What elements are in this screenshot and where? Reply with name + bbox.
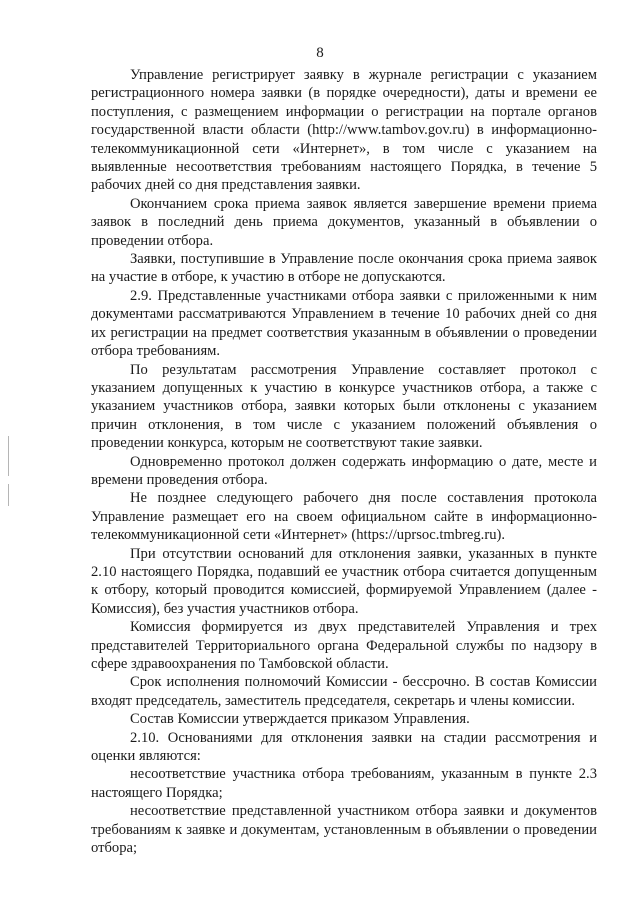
document-body (91, 66, 597, 857)
page-number: 8 (316, 45, 324, 61)
paragraph-protocol: По результатам рассмотрения Управление составляет протокол с указанием допущенных к участию в конкурсе участников отбора, а также с указанием участников отбора, заявки которых были отклонены с указанием причин отклонения, в том числе с указанием положений объявления о проведении конкурса, которым не соответствуют такие заявки. (91, 361, 597, 452)
scan-margin-mark (8, 436, 9, 476)
paragraph-rejection-ground-2: несоответствие представленной участником отбора заявки и документов требованиям к заявке и документам, установленным в объявлении о проведении отбора; (91, 803, 597, 857)
paragraph-section-2-9: 2.9. Представленные участниками отбора заявки с приложенными к ним документами рассматриваются Управлением в течение 10 рабочих дней со дня их регистрации на предмет соответствия указанным в объявлении о проведении отбора требованиям. (91, 287, 597, 360)
paragraph-admission: При отсутствии оснований для отклонения заявки, указанных в пункте 2.10 настоящего Порядка, подавший ее участник отбора считается допущенным к отбору, который проводится комиссией, формируемой Управлением (далее - Комиссия), без участия участников отбора. (91, 545, 597, 617)
paragraph-commission-formation: Комиссия формируется из двух представителей Управления и трех представителей Территориального органа Федеральной службы по надзору в сфере здравоохранения по Тамбовской области. (91, 619, 597, 672)
paragraph-commission-term: Срок исполнения полномочий Комиссии - бессрочно. В состав Комиссии входят председатель, заместитель председателя, секретарь и члены комиссии. (91, 674, 597, 709)
paragraph-protocol-publication: Не позднее следующего рабочего дня после составления протокола Управление размещает его на своем официальном сайте в информационно-телекоммуникационной сети «Интернет» (https://uprsoc.tmbreg.ru). (91, 490, 597, 544)
paragraph-deadline: Окончанием срока приема заявок является завершение времени приема заявок в последний день приема документов, указанный в объявлении о проведении отбора. (91, 195, 597, 249)
paragraph-commission-order: Состав Комиссии утверждается приказом Управления. (130, 711, 470, 728)
paragraph-rejection-ground-1: несоответствие участника отбора требованиям, указанным в пункте 2.3 настоящего Порядка; (91, 766, 597, 801)
paragraph-late-applications: Заявки, поступившие в Управление после окончания срока приема заявок на участие в отборе, к участию в отборе не допускаются. (91, 251, 597, 286)
scan-margin-mark (8, 484, 9, 506)
paragraph-section-2-10: 2.10. Основаниями для отклонения заявки на стадии рассмотрения и оценки являются: (91, 729, 597, 765)
paragraph-protocol-info: Одновременно протокол должен содержать информацию о дате, месте и времени проведения отбора. (91, 453, 597, 488)
paragraph-registration: Управление регистрирует заявку в журнале регистрации с указанием регистрационного номера заявки (в порядке очередности), даты и времени ее поступления, с размещением информации о регистрации на портале органов государственной власти области (http://www.tambov.gov.ru) в информационно-телекоммуникационной сети «Интернет», в том числе с указанием на выявленные несоответствия требованиям настоящего Порядка, в течение 5 рабочих дней со дня представления заявки. (91, 67, 597, 194)
